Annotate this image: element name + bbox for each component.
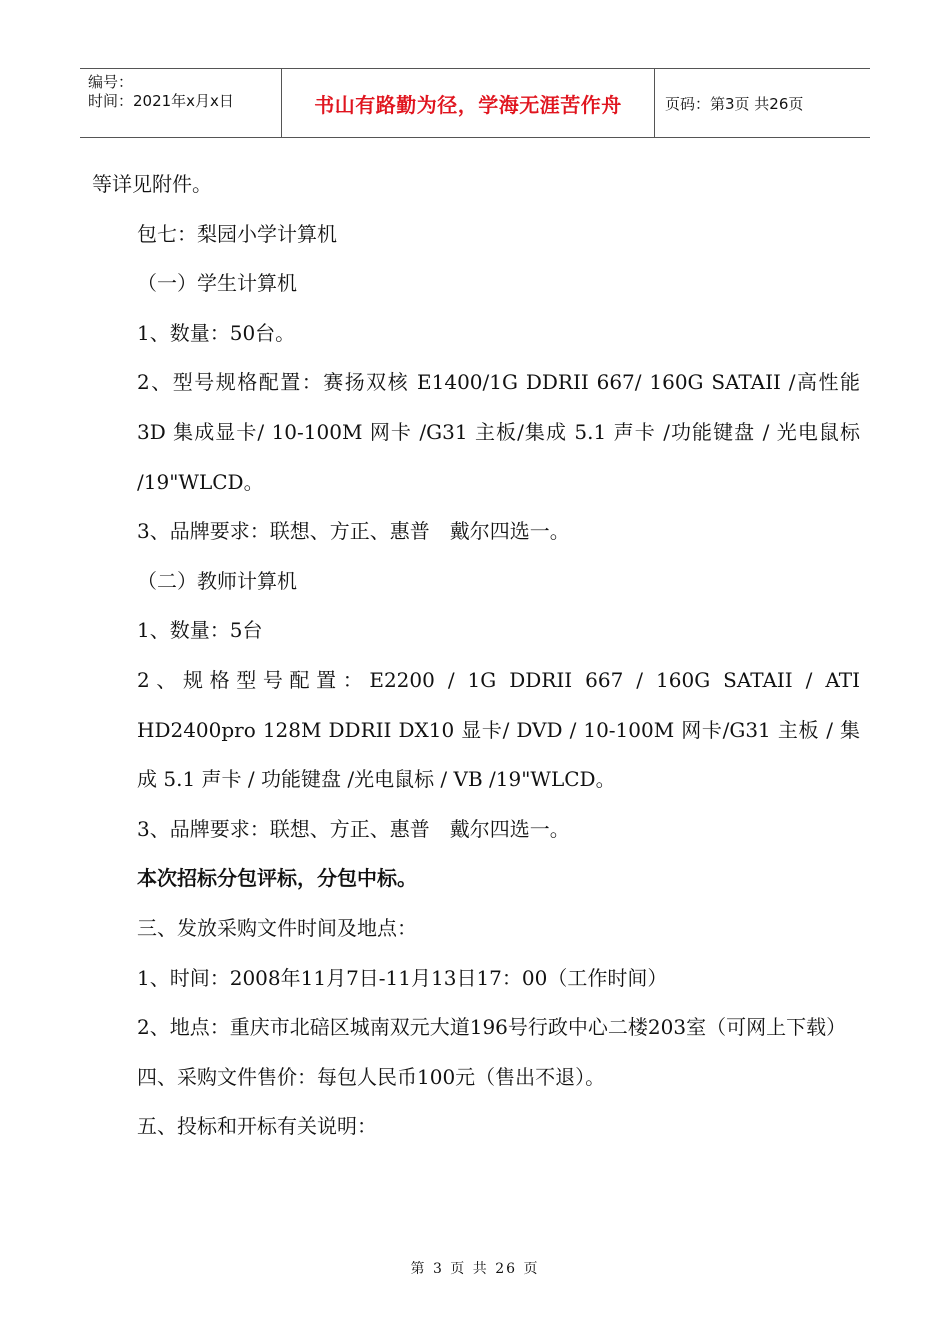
time-label: 时间：2021年x月x日 [88, 92, 234, 110]
teacher-brand: 3、品牌要求：联想、方正、惠普 戴尔四选一。 [137, 816, 570, 841]
teacher-spec: 2、规格型号配置：E2200 / 1G DDRII 667 / 160G SATAII / ATI HD2400pro 128M DDRII DX10 显卡/ DVD / 10-100M 网卡/G31 主板 / 集成 5.1 声卡 / 功能键盘 /光电鼠标 / VB /19"WLCD。 [137, 667, 860, 792]
student-computer-heading: （一）学生计算机 [137, 271, 297, 296]
student-brand: 3、品牌要求：联想、方正、惠普 戴尔四选一。 [137, 519, 570, 544]
distribution-time: 1、时间：2008年11月7日-11月13日17：00（工作时间） [137, 965, 668, 990]
section-three-heading: 三、发放采购文件时间及地点： [137, 915, 417, 940]
teacher-computer-heading: （二）教师计算机 [137, 568, 297, 593]
document-body [92, 160, 860, 1152]
teacher-quantity: 1、数量：5台 [137, 618, 263, 643]
student-quantity: 1、数量：50台。 [137, 320, 296, 345]
header-motto: 书山有路勤为径，学海无涯苦作舟 [282, 69, 655, 137]
number-label: 编号： [88, 73, 134, 91]
student-spec: 2、型号规格配置：赛扬双核 E1400/1G DDRII 667/ 160G SATAII /高性能 3D 集成显卡/ 10-100M 网卡 /G31 主板/集成 5.1 声卡 /功能键盘 / 光电鼠标 /19"WLCD。 [137, 370, 860, 494]
paragraph-continuation: 等详见附件。 [92, 172, 212, 196]
section-five-heading: 五、投标和开标有关说明： [137, 1114, 377, 1139]
header-page-info: 页码：第3页 共26页 [665, 94, 804, 113]
section-four-price: 四、采购文件售价：每包人民币100元（售出不退）。 [137, 1064, 606, 1089]
header-meta [80, 69, 282, 137]
distribution-location: 2、地点：重庆市北碚区城南双元大道196号行政中心二楼203室（可网上下载） [137, 1015, 847, 1040]
package-seven-heading: 包七：梨园小学计算机 [137, 221, 337, 246]
page-footer: 第 3 页 共 26 页 [410, 1261, 540, 1277]
bid-note: 本次招标分包评标，分包中标。 [137, 866, 417, 891]
page-header [80, 68, 870, 138]
